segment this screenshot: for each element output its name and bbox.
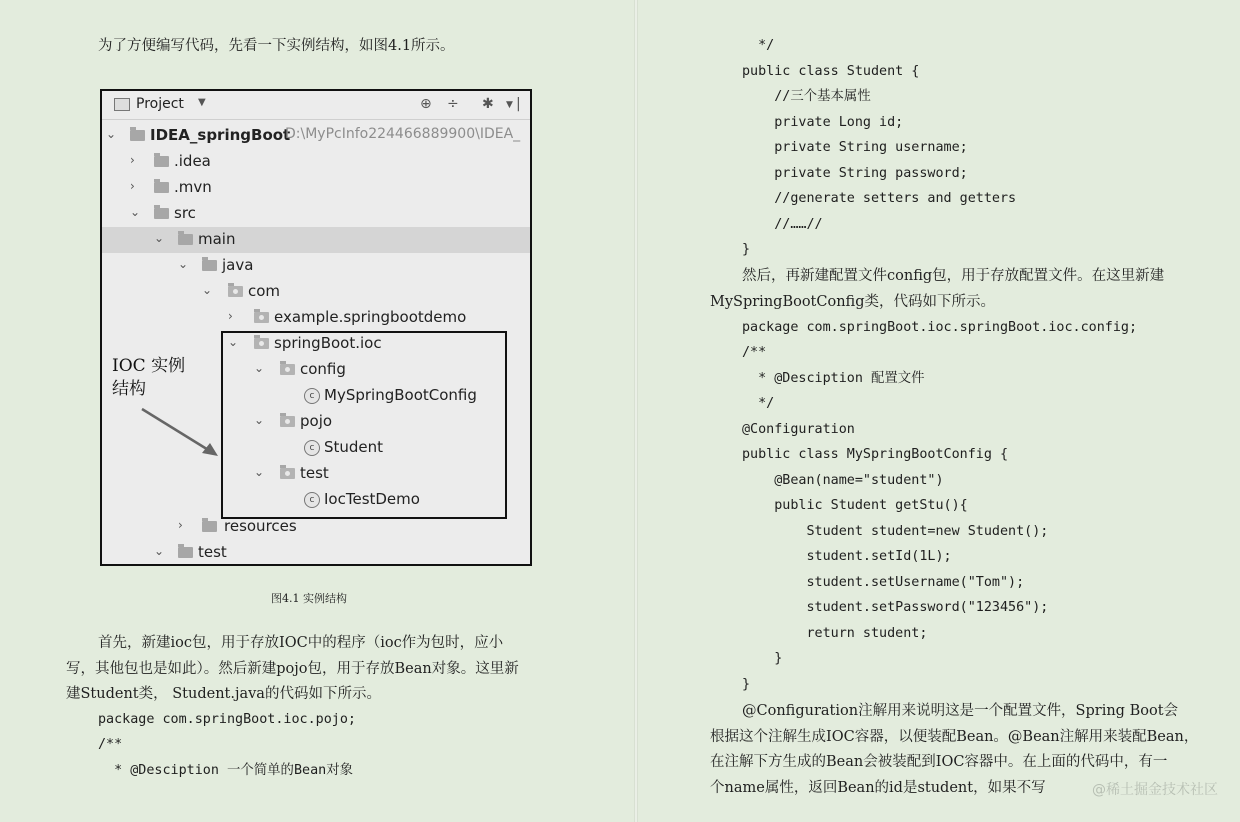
code-line: private String password; <box>742 166 968 181</box>
root-label: IDEA_springBoot <box>150 126 291 144</box>
tree-item-label: springBoot.ioc <box>274 334 382 352</box>
code-line: * @Desciption 配置文件 <box>742 371 925 386</box>
code-line: * @Desciption 一个简单的Bean对象 <box>98 763 353 778</box>
chevron-right-icon: › <box>130 153 135 167</box>
code-line: student.setId(1L); <box>742 549 952 564</box>
code-line: public class MySpringBootConfig { <box>742 447 1009 462</box>
code-line: */ <box>742 38 775 53</box>
tree-item-label: java <box>222 256 254 274</box>
class-icon: c <box>304 492 320 508</box>
chevron-down-icon: ⌄ <box>130 205 141 219</box>
class-icon: c <box>304 440 320 456</box>
class-icon: c <box>304 388 320 404</box>
tree-item-label: test <box>300 464 329 482</box>
project-label: Project <box>136 96 184 112</box>
paragraph-line: 建Student类， Student.java的代码如下所示。 <box>66 686 381 702</box>
intro-text: 为了方便编写代码，先看一下实例结构，如图4.1所示。 <box>98 38 455 54</box>
code-line: /** <box>742 345 767 360</box>
tree-item-label: Student <box>324 438 384 456</box>
tree-item-label: .mvn <box>174 178 212 196</box>
paragraph-line: 个name属性，返回Bean的id是student，如果不写 <box>710 780 1046 796</box>
code-line: public class Student { <box>742 64 920 79</box>
tree-item-label: pojo <box>300 412 333 430</box>
paragraph-line: 写，其他包也是如此）。然后新建pojo包，用于存放Bean对象。这里新 <box>66 661 519 677</box>
chevron-down-icon: ⌄ <box>228 335 239 349</box>
code-line: /** <box>98 737 123 752</box>
chevron-down-icon: ⌄ <box>154 231 165 245</box>
figure-caption: 图4.1 实例结构 <box>271 592 347 605</box>
chevron-down-icon: ⌄ <box>202 283 213 297</box>
code-line: //……// <box>742 217 823 232</box>
paragraph-line: 根据这个注解生成IOC容器，以便装配Bean。@Bean注解用来装配Bean， <box>710 729 1199 745</box>
code-line: } <box>742 651 783 666</box>
code-line: private String username; <box>742 140 968 155</box>
chevron-right-icon: › <box>130 179 135 193</box>
chevron-down-icon: ⌄ <box>106 127 117 141</box>
code-line: student.setUsername("Tom"); <box>742 575 1025 590</box>
code-line: //三个基本属性 <box>742 89 871 104</box>
chevron-down-icon: ⌄ <box>254 465 265 479</box>
gear-icon: ✱ <box>482 96 494 112</box>
code-line: return student; <box>742 626 928 641</box>
tree-item-label: config <box>300 360 346 378</box>
code-line: public Student getStu(){ <box>742 498 968 513</box>
code-line: student.setPassword("123456"); <box>742 600 1049 615</box>
chevron-down-icon: ⌄ <box>154 544 165 558</box>
paragraph-line: 然后，再新建配置文件config包，用于存放配置文件。在这里新建 <box>742 268 1165 284</box>
tree-item-label: test <box>198 543 227 561</box>
crosshair-icon: ⊕ <box>420 96 432 112</box>
code-line: //generate setters and getters <box>742 191 1017 206</box>
code-line: @Bean(name="student") <box>742 473 944 488</box>
collapse-icon: ÷ <box>447 96 459 112</box>
root-path: D:\MyPcInfo224466889900\IDEA_ <box>285 126 521 142</box>
minimize-icon: | <box>516 96 521 112</box>
paragraph-line: 在注解下方生成的Bean会被装配到IOC容器中。在上面的代码中，有一 <box>710 754 1168 770</box>
tree-item-label: src <box>174 204 196 222</box>
code-line: Student student=new Student(); <box>742 524 1049 539</box>
code-line: private Long id; <box>742 115 904 130</box>
ioc-annotation-line1: IOC 实例 <box>112 356 186 376</box>
tree-item-label: main <box>198 230 236 248</box>
chevron-down-icon: ⌄ <box>178 257 189 271</box>
paragraph-line: MySpringBootConfig类，代码如下所示。 <box>710 294 996 310</box>
right-page <box>638 0 1240 822</box>
ioc-annotation-line2: 结构 <box>112 379 146 399</box>
code-line: @Configuration <box>742 422 855 437</box>
chevron-down-icon: ⌄ <box>254 361 265 375</box>
annotation-arrow <box>102 91 530 564</box>
paragraph-line: 首先，新建ioc包，用于存放IOC中的程序（ioc作为包时，应小 <box>98 635 504 651</box>
project-tree-figure <box>100 89 532 566</box>
tree-item-label: resources <box>224 517 297 535</box>
tree-item-label: MySpringBootConfig <box>324 386 477 404</box>
chevron-down-icon: ▼ <box>198 97 206 108</box>
tree-item-label: com <box>248 282 281 300</box>
code-line: package com.springBoot.ioc.springBoot.ioc.config; <box>742 320 1138 335</box>
tree-item-label: example.springbootdemo <box>274 308 467 326</box>
chevron-right-icon: › <box>228 309 233 323</box>
chevron-down-icon: ▼ <box>506 100 513 110</box>
chevron-right-icon: › <box>178 518 183 532</box>
code-line: } <box>742 242 751 257</box>
code-line: package com.springBoot.ioc.pojo; <box>98 712 356 727</box>
watermark: @稀土掘金技术社区 <box>1092 782 1218 798</box>
paragraph-line: @Configuration注解用来说明这是一个配置文件，Spring Boot会 <box>742 703 1179 719</box>
code-line: } <box>742 677 751 692</box>
tree-item-label: IocTestDemo <box>324 490 420 508</box>
code-line: */ <box>742 396 775 411</box>
tree-item-label: .idea <box>174 152 211 170</box>
chevron-down-icon: ⌄ <box>254 413 265 427</box>
